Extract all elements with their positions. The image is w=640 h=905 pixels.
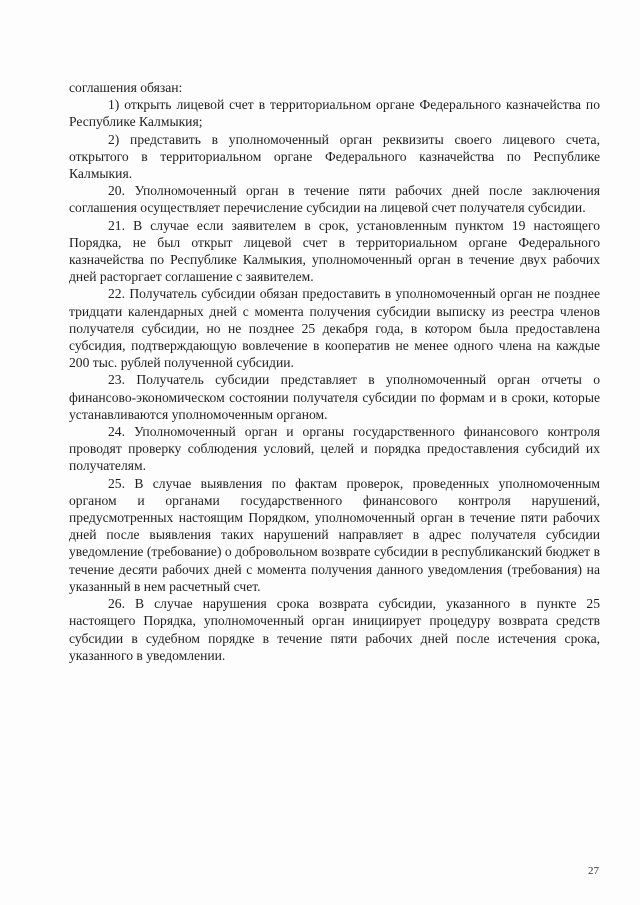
paragraph-25: 25. В случае выявления по фактам проверок, проведенных уполномоченным органом и органами государственного финансового контроля нарушений, предусмотренных настоящим Порядком, уполномоченный орган в течение пяти рабочих дней после выявления таких нарушений направляет в адрес получателя субсидии уведомление (требование) о добровольном возврате субсидии в республиканский бюджет в течение десяти рабочих дней с момента получения данного уведомления (требования) на указанный в нем расчетный счет. bbox=[69, 475, 600, 594]
paragraph-22: 22. Получатель субсидии обязан предоставить в уполномоченный орган не позднее тридцати календарных дней с момента получения субсидии выписку из реестра членов получателя субсидии, но не позднее 25 декабря года, в котором была предоставлена субсидия, подтверждающую вовлечение в кооператив не менее одного члена на каждые 200 тыс. рублей полученной субсидии. bbox=[69, 286, 600, 371]
document-body bbox=[69, 79, 600, 664]
paragraph-lead: соглашения обязан: bbox=[69, 80, 183, 95]
paragraph-item-2: 2) представить в уполномоченный орган реквизиты своего лицевого счета, открытого в территориальном органе Федерального казначейства по Республике Калмыкия. bbox=[69, 131, 600, 182]
paragraph-24: 24. Уполномоченный орган и органы государственного финансового контроля проводят проверку соблюдения условий, целей и порядка предоставления субсидий их получателям. bbox=[69, 424, 600, 474]
paragraph-26: 26. В случае нарушения срока возврата субсидии, указанного в пункте 25 настоящего Порядка, уполномоченный орган инициирует процедуру возврата средств субсидии в судебном порядке в течение пяти рабочих дней после истечения срока, указанного в уведомлении. bbox=[69, 596, 600, 663]
paragraph-20: 20. Уполномоченный орган в течение пяти рабочих дней после заключения соглашения осуществляет перечисление субсидии на лицевой счет получателя субсидии. bbox=[69, 183, 600, 216]
paragraph-item-1: 1) открыть лицевой счет в территориальном органе Федерального казначейства по Республике Калмыкия; bbox=[69, 97, 600, 130]
paragraph-23: 23. Получатель субсидии представляет в уполномоченный орган отчеты о финансово-экономическом состоянии получателя субсидии по формам и в сроки, которые устанавливаются уполномоченным органом. bbox=[69, 372, 600, 422]
paragraph-21: 21. В случае если заявителем в срок, установленным пунктом 19 настоящего Порядка, не был открыт лицевой счет в территориальном органе Федерального казначейства по Республике Калмыкия, уполномоченный орган в течение двух рабочих дней расторгает соглашение с заявителем. bbox=[69, 217, 600, 285]
page-number: 27 bbox=[588, 865, 599, 877]
